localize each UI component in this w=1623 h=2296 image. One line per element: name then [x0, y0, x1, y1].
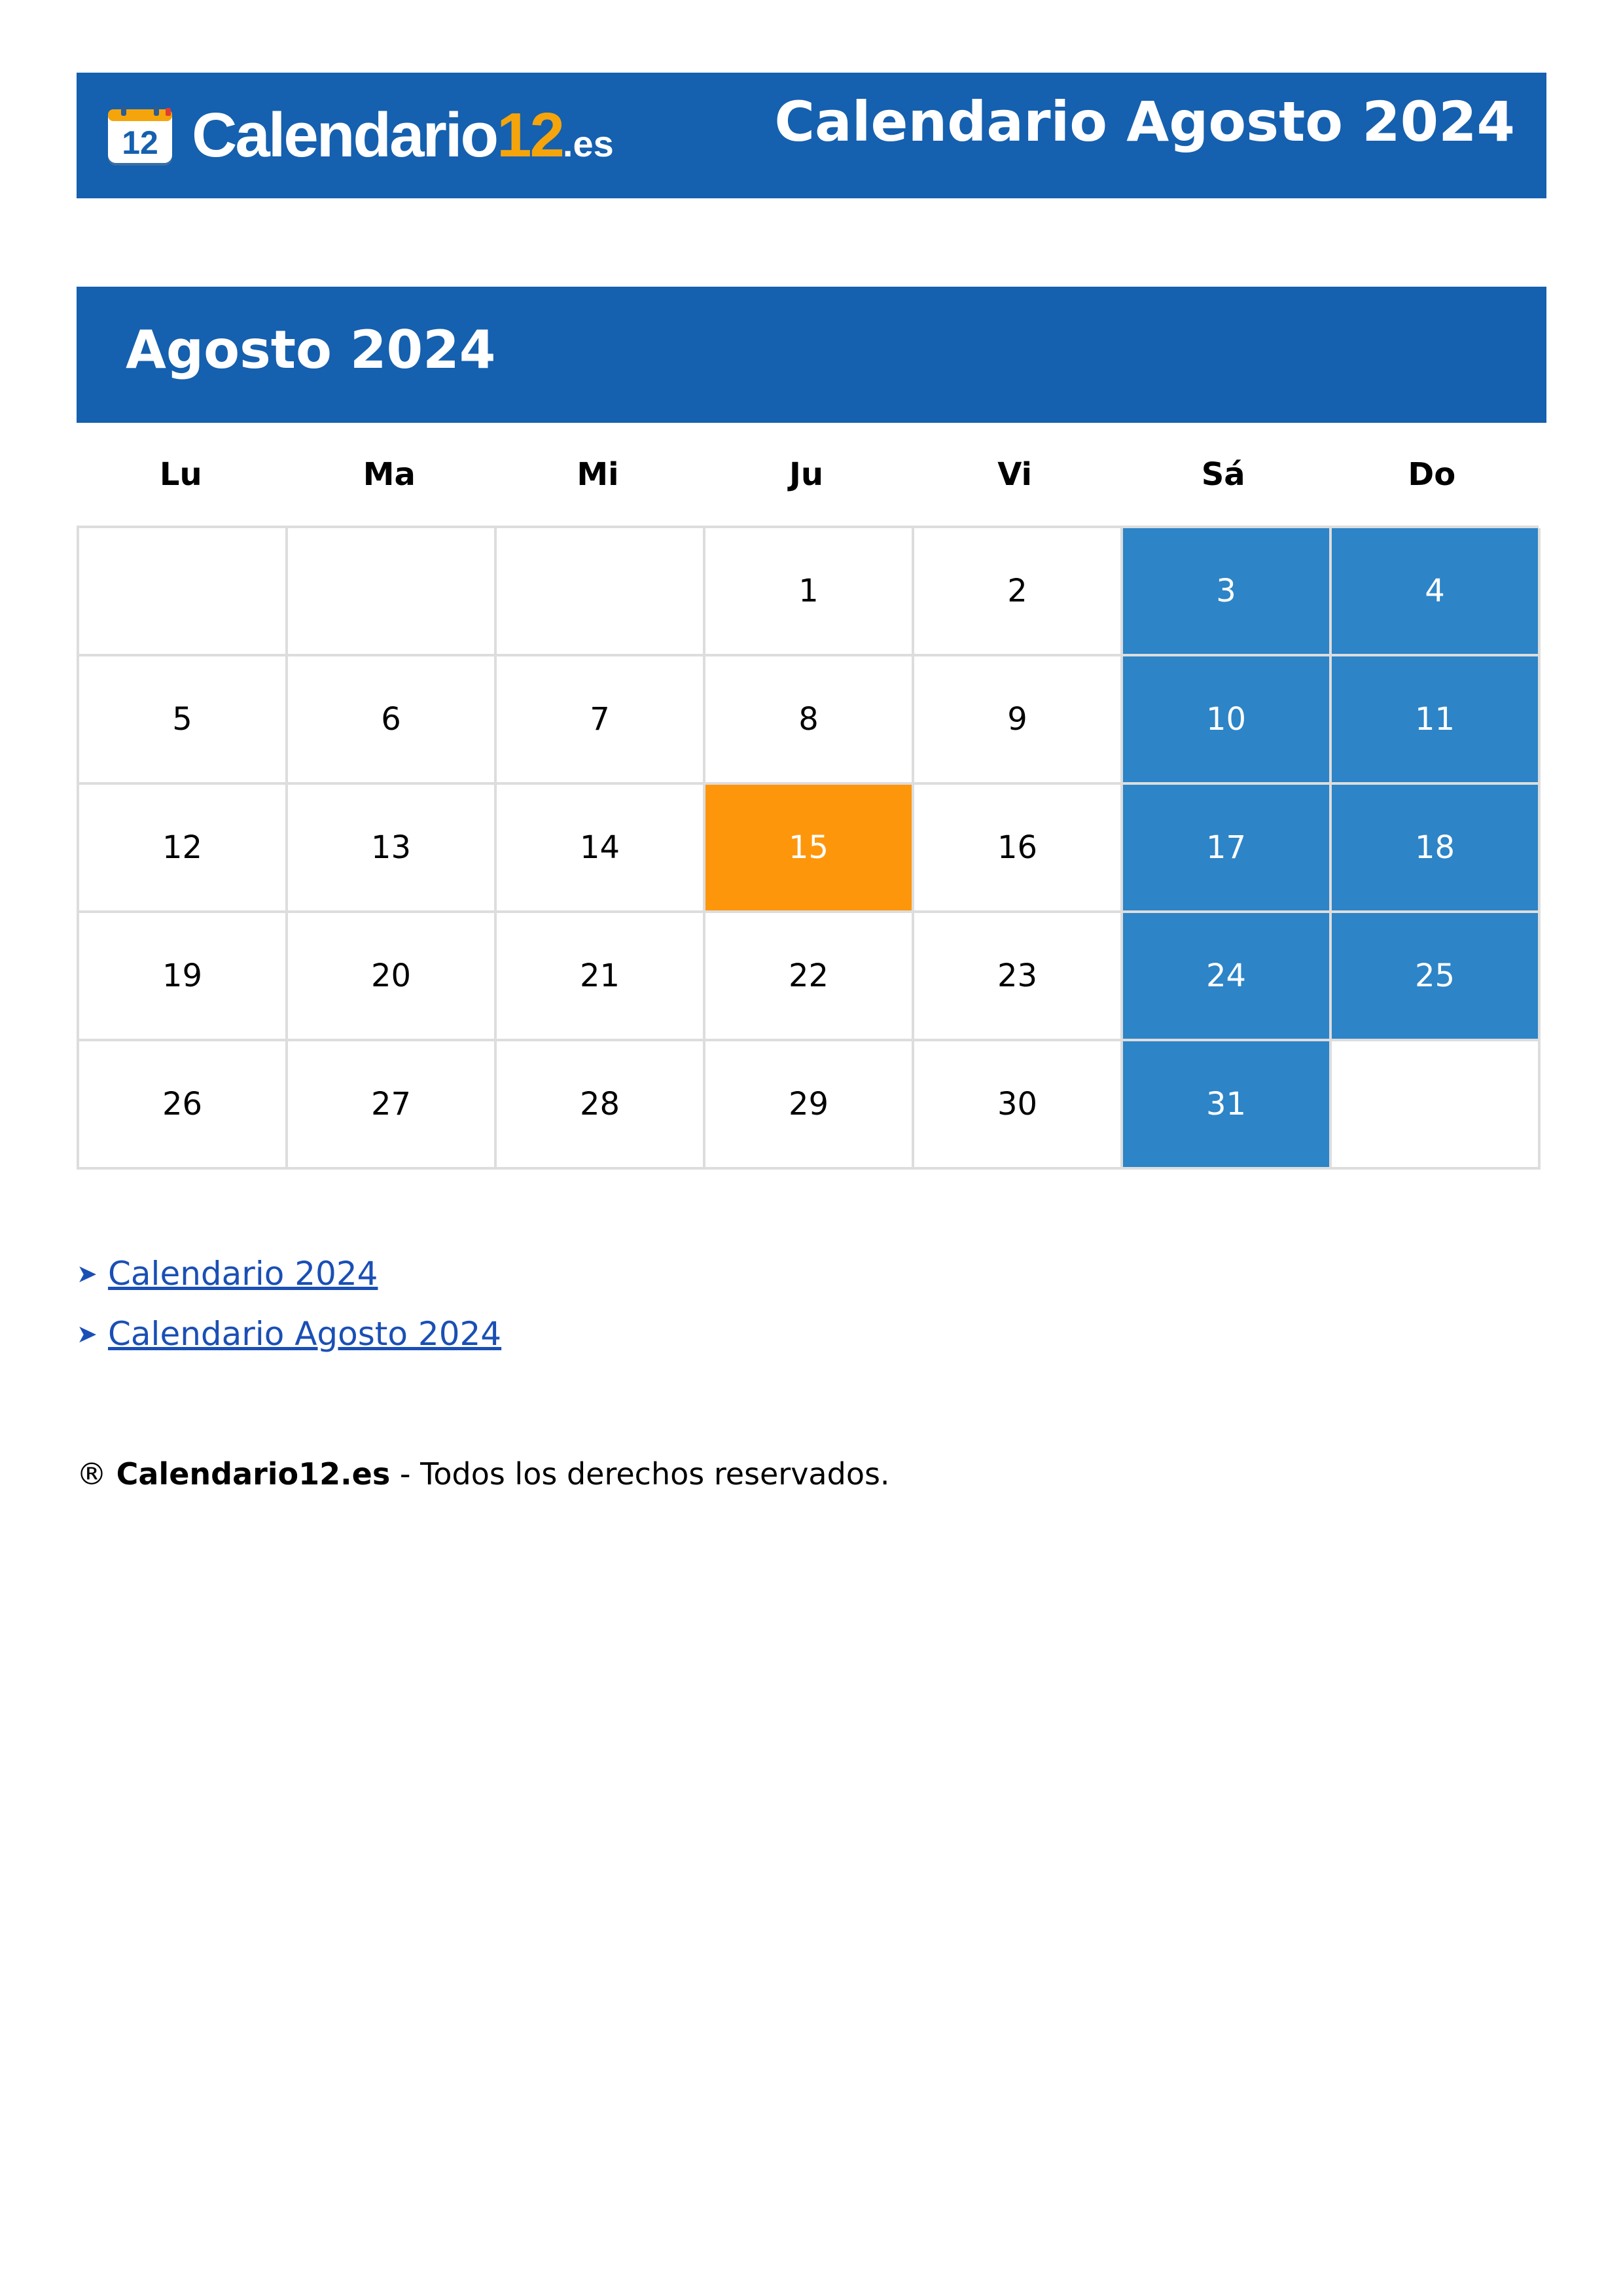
registered-symbol: ®: [77, 1456, 107, 1492]
day-cell: 29: [705, 1041, 914, 1170]
day-cell: 26: [79, 1041, 288, 1170]
day-cell: 8: [705, 656, 914, 785]
day-cell: 24: [1123, 913, 1332, 1041]
weekday-friday: Vi: [997, 456, 1032, 493]
day-cell: 23: [914, 913, 1123, 1041]
footer-text: - Todos los derechos reservados.: [390, 1456, 890, 1492]
logo-tld: .es: [562, 123, 614, 164]
logo-number: 12: [497, 100, 563, 170]
day-cell: 18: [1332, 785, 1541, 913]
empty-day-cell: [79, 528, 288, 656]
related-links: [77, 1244, 501, 1364]
day-cell: 20: [288, 913, 497, 1041]
day-cell: 17: [1123, 785, 1332, 913]
link-row: [77, 1244, 501, 1304]
day-cell: 3: [1123, 528, 1332, 656]
month-banner: [77, 287, 1546, 423]
day-cell: 12: [79, 785, 288, 913]
weekday-wednesday: Mi: [577, 456, 619, 493]
site-header: [77, 73, 1546, 198]
day-cell: 4: [1332, 528, 1541, 656]
arrow-icon: ➤: [77, 1259, 98, 1288]
weekday-saturday: Sá: [1201, 456, 1245, 493]
arrow-icon: ➤: [77, 1319, 98, 1348]
day-cell: 19: [79, 913, 288, 1041]
day-cell: 15: [705, 785, 914, 913]
day-cell: 25: [1332, 913, 1541, 1041]
link-calendario-2024[interactable]: Calendario 2024: [108, 1255, 378, 1293]
calendar-grid: [77, 526, 1539, 1170]
site-logo[interactable]: [105, 100, 629, 171]
day-cell: 21: [497, 913, 705, 1041]
day-cell: 9: [914, 656, 1123, 785]
calendar-icon: [105, 105, 175, 168]
logo-icon-number: 12: [122, 124, 158, 161]
logo-wordmark: [192, 100, 614, 177]
day-cell: 27: [288, 1041, 497, 1170]
weekday-sunday: Do: [1408, 456, 1456, 493]
day-cell: 2: [914, 528, 1123, 656]
day-cell: 22: [705, 913, 914, 1041]
weekday-tuesday: Ma: [363, 456, 416, 493]
weekday-header-row: [77, 445, 1536, 504]
day-cell: 11: [1332, 656, 1541, 785]
empty-day-cell: [288, 528, 497, 656]
day-cell: 14: [497, 785, 705, 913]
empty-day-cell: [497, 528, 705, 656]
day-cell: 30: [914, 1041, 1123, 1170]
day-cell: 5: [79, 656, 288, 785]
link-calendario-agosto-2024[interactable]: Calendario Agosto 2024: [108, 1315, 502, 1353]
day-cell: 6: [288, 656, 497, 785]
day-cell: 10: [1123, 656, 1332, 785]
link-row: [77, 1304, 501, 1364]
page-title: Calendario Agosto 2024: [774, 90, 1515, 154]
day-cell: 13: [288, 785, 497, 913]
weekday-monday: Lu: [159, 456, 202, 493]
day-cell: 1: [705, 528, 914, 656]
day-cell: 28: [497, 1041, 705, 1170]
footer-brand: Calendario12.es: [116, 1456, 391, 1492]
day-cell: 7: [497, 656, 705, 785]
month-title: Agosto 2024: [126, 319, 496, 380]
footer: [77, 1456, 890, 1492]
logo-name: Calendario: [192, 100, 497, 170]
weekday-thursday: Ju: [789, 456, 824, 493]
day-cell: 31: [1123, 1041, 1332, 1170]
day-cell: 16: [914, 785, 1123, 913]
empty-day-cell: [1332, 1041, 1541, 1170]
